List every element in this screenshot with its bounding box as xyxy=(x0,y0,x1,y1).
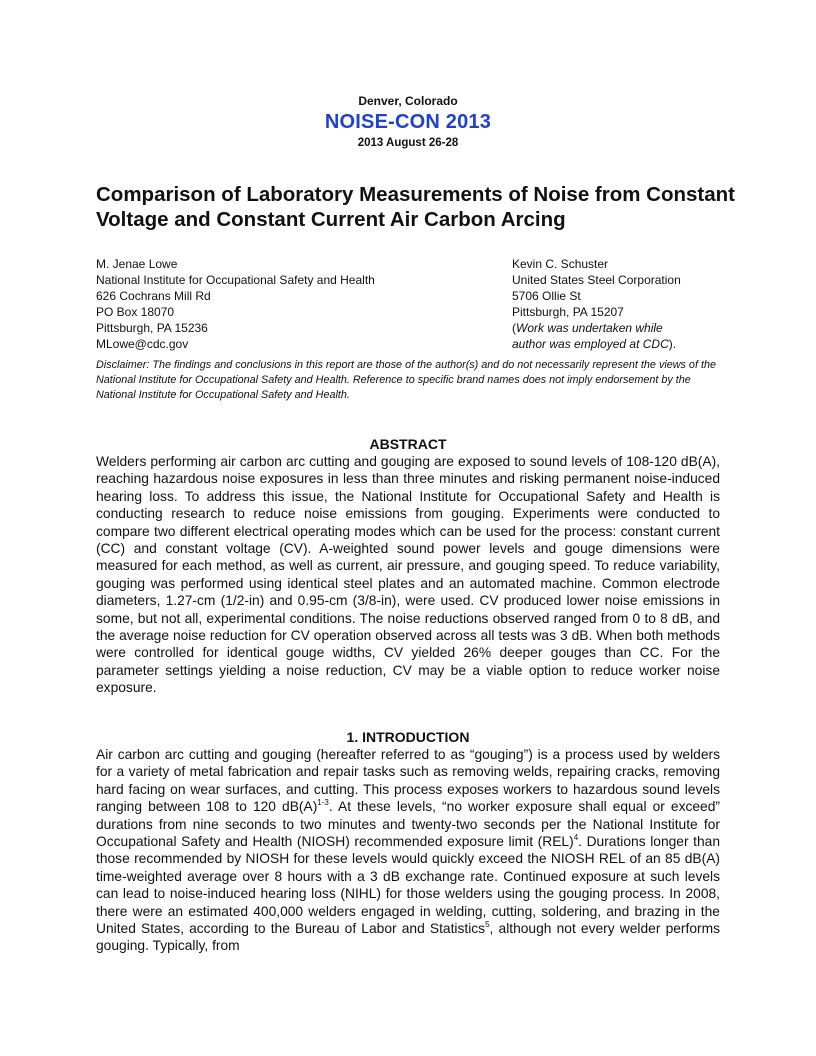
disclaimer-text: The findings and conclusions in this report are those of the author(s) and do not necessarily represent the views of the National Institute for Occupational Safety and Health. Reference to specific brand names does not imply endorsement by the National Institute for Occupational Safety and Health. xyxy=(96,359,716,401)
author-note-line1: (Work was undertaken while xyxy=(512,321,663,335)
author-email: MLowe@cdc.gov xyxy=(96,337,189,351)
author-city: Pittsburgh, PA 15207 xyxy=(512,305,624,319)
author-block-right xyxy=(512,256,732,352)
author-note-text: Work was undertaken while xyxy=(516,321,663,335)
author-affiliation: United States Steel Corporation xyxy=(512,273,681,287)
disclaimer-label: Disclaimer: xyxy=(96,359,150,371)
conference-dates: 2013 August 26-28 xyxy=(357,137,459,149)
intro-text-part: , although not every welder performs gouging. Typically, from xyxy=(96,921,721,954)
author-note-line2: author was employed at CDC). xyxy=(512,337,677,351)
abstract-text: Welders performing air carbon arc cutting and gouging are exposed to sound levels of 108-120 dB(A), reaching hazardous noise exposures in less than three minutes and risking permanent noise-induced hearing loss. To address this issue, the National Institute for Occupational Safety and Health is conducting research to reduce noise emissions from gouging. Experiments were conducted to compare two different electrical operating modes which can be used for the process: constant current (CC) and constant voltage (CV). A-weighted sound power levels and gouge dimensions were measured for each method, as well as current, air pressure, and gouging speed. To reduce variability, gouging was performed using identical steel plates and an automated machine. Common electrode diameters, 1.27-cm (1/2-in) and 0.95-cm (3/8-in), were used. CV produced lower noise emissions in some, but not all, experimental conditions. The noise reductions observed ranged from 0 to 8 dB, and the average noise reduction for CV operation observed across all tests was 3 dB. When both methods were controlled for identical gouge widths, CV yielded 26% deeper gouges than CC. For the parameter settings yielding a noise reduction, CV may be a viable option to reduce worker noise exposure. xyxy=(96,454,720,696)
citation-ref: 1-3 xyxy=(317,798,329,808)
author-note-text: author was employed at CDC xyxy=(512,337,669,351)
author-street: 626 Cochrans Mill Rd xyxy=(96,289,211,303)
introduction-text xyxy=(96,746,720,955)
author-po-box: PO Box 18070 xyxy=(96,305,175,319)
author-block-left xyxy=(96,256,476,352)
author-name: Kevin C. Schuster xyxy=(512,257,609,271)
citation-ref: 5 xyxy=(485,920,490,930)
intro-text-part: . Durations longer than those recommended by NIOSH for these levels would quickly exceed the NIOSH REL of an 85 dB(A) time-weighted average over 8 hours with a 3 dB exchange rate. Continued exposure at such levels can lead to noise-induced hearing loss (NIHL) for those welders using the gouging process. In 2008, there were an estimated 400,000 welders engaged in welding, cutting, soldering, and brazing in the United States, according to the Bureau of Labor and Statistics xyxy=(96,834,721,937)
citation-ref: 4 xyxy=(573,833,579,843)
conference-location: Denver, Colorado xyxy=(358,94,458,108)
paper-title: Comparison of Laboratory Measurements of Noise from Constant Voltage and Constant Current Air Carbon Arcing xyxy=(96,183,736,231)
author-affiliation: National Institute for Occupational Safety and Health xyxy=(96,273,375,287)
introduction-heading: 1. INTRODUCTION xyxy=(346,729,470,745)
author-city: Pittsburgh, PA 15236 xyxy=(96,321,208,335)
author-name: M. Jenae Lowe xyxy=(96,257,178,271)
intro-text-part: Air carbon arc cutting and gouging (hereafter referred to as “gouging”) is a process used by welders for a variety of metal fabrication and repair tasks such as removing welds, repairing cracks, removing hard facing on wear surfaces, and cutting. This process exposes workers to hazardous sound levels ranging between 108 to 120 dB(A) xyxy=(96,747,720,815)
conference-name: NOISE-CON 2013 xyxy=(324,111,492,133)
intro-text-part: . At these levels, “no worker exposure shall equal or exceed” durations from nine seconds to two minutes and twenty-two seconds per the National Institute for Occupational Safety and Health (NIOSH) recommended exposure limit (REL) xyxy=(96,799,720,850)
author-street: 5706 Ollie St xyxy=(512,289,581,303)
disclaimer xyxy=(96,358,720,403)
abstract-heading: ABSTRACT xyxy=(369,436,447,452)
